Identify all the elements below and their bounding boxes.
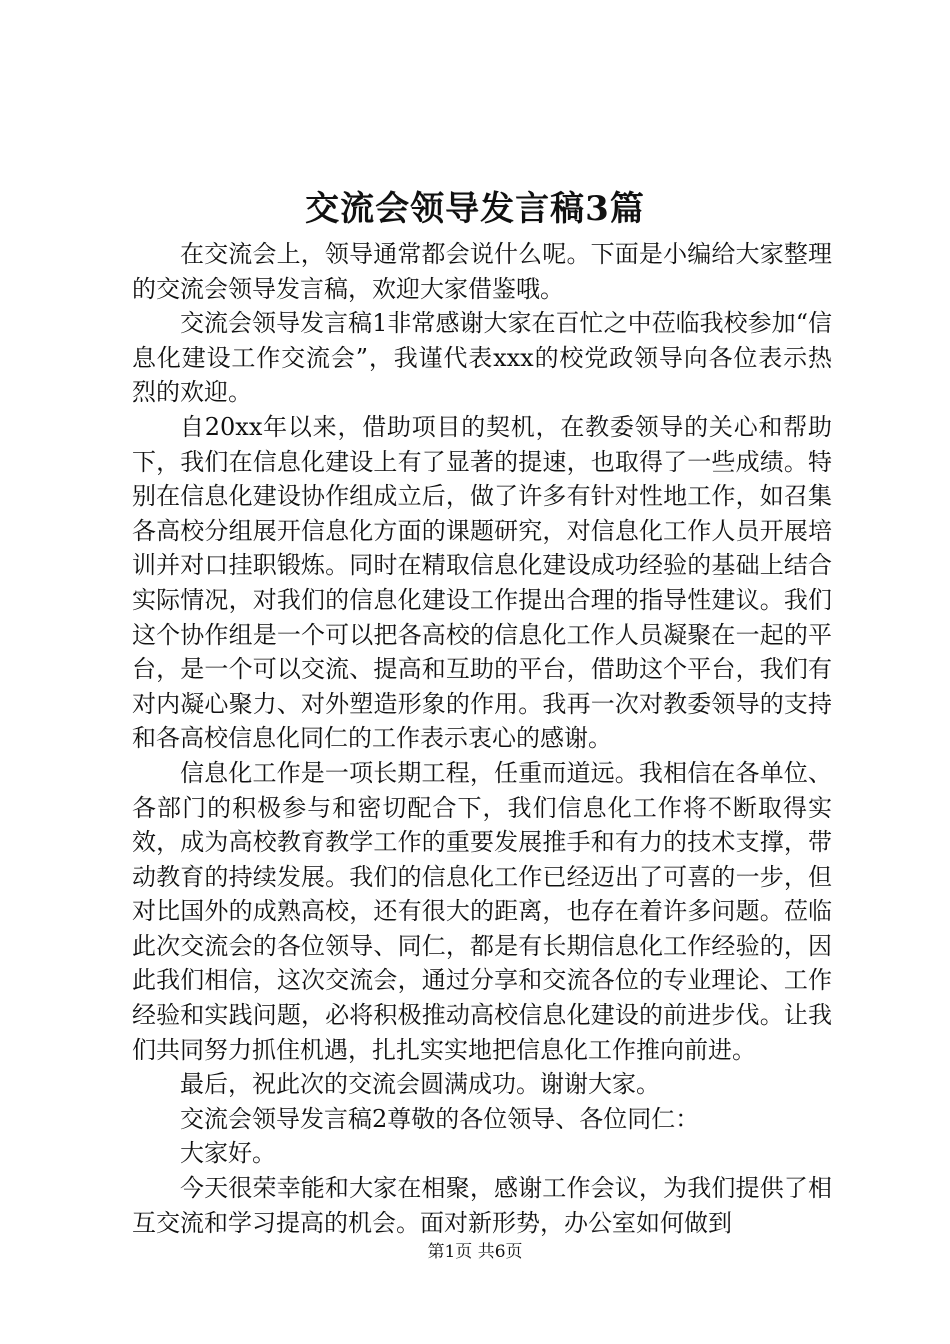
paragraph-speech2-salutation: 交流会领导发言稿2尊敬的各位领导、各位同仁：: [180, 1104, 700, 1133]
document-body: [132, 237, 832, 1240]
page-title: 交流会领导发言稿3篇: [305, 189, 645, 229]
page-number: 第1页 共6页: [427, 1242, 523, 1262]
paragraph-intro: 在交流会上，领导通常都会说什么呢。下面是小编给大家整理的交流会领导发言稿，欢迎大家借鉴哦。: [132, 240, 832, 303]
paragraph-speech1-closing: 最后，祝此次的交流会圆满成功。谢谢大家。: [180, 1070, 660, 1099]
paragraph-speech1-opening: 交流会领导发言稿1非常感谢大家在百忙之中莅临我校参加“信息化建设工作交流会”，我谨代表xxx的校党政领导向各位表示热烈的欢迎。: [132, 309, 832, 407]
paragraph-speech1-outlook: 信息化工作是一项长期工程，任重而道远。我相信在各单位、各部门的积极参与和密切配合下，我们信息化工作将不断取得实效，成为高校教育教学工作的重要发展推手和有力的技术支撑，带动教育的持续发展。我们的信息化工作已经迈出了可喜的一步，但对比国外的成熟高校，还有很大的距离，也存在着许多问题。莅临此次交流会的各位领导、同仁，都是有长期信息化工作经验的，因此我们相信，这次交流会，通过分享和交流各位的专业理论、工作经验和实践问题，必将积极推动高校信息化建设的前进步伐。让我们共同努力抓住机遇，扎扎实实地把信息化工作推向前进。: [132, 758, 832, 1064]
paragraph-speech2-body: 今天很荣幸能和大家在相聚，感谢工作会议，为我们提供了相互交流和学习提高的机会。面对新形势，办公室如何做到: [132, 1174, 832, 1237]
paragraph-speech1-achievements: 自20xx年以来，借助项目的契机，在教委领导的关心和帮助下，我们在信息化建设上有了显著的提速，也取得了一些成绩。特别在信息化建设协作组成立后，做了许多有针对性地工作，如召集各高校分组展开信息化方面的课题研究，对信息化工作人员开展培训并对口挂职锻炼。同时在精取信息化建设成功经验的基础上结合实际情况，对我们的信息化建设工作提出合理的指导性建议。我们这个协作组是一个可以把各高校的信息化工作人员凝聚在一起的平台，是一个可以交流、提高和互助的平台，借助这个平台，我们有对内凝心聚力、对外塑造形象的作用。我再一次对教委领导的支持和各高校信息化同仁的工作表示衷心的感谢。: [132, 412, 832, 753]
paragraph-speech2-greeting: 大家好。: [180, 1139, 276, 1168]
